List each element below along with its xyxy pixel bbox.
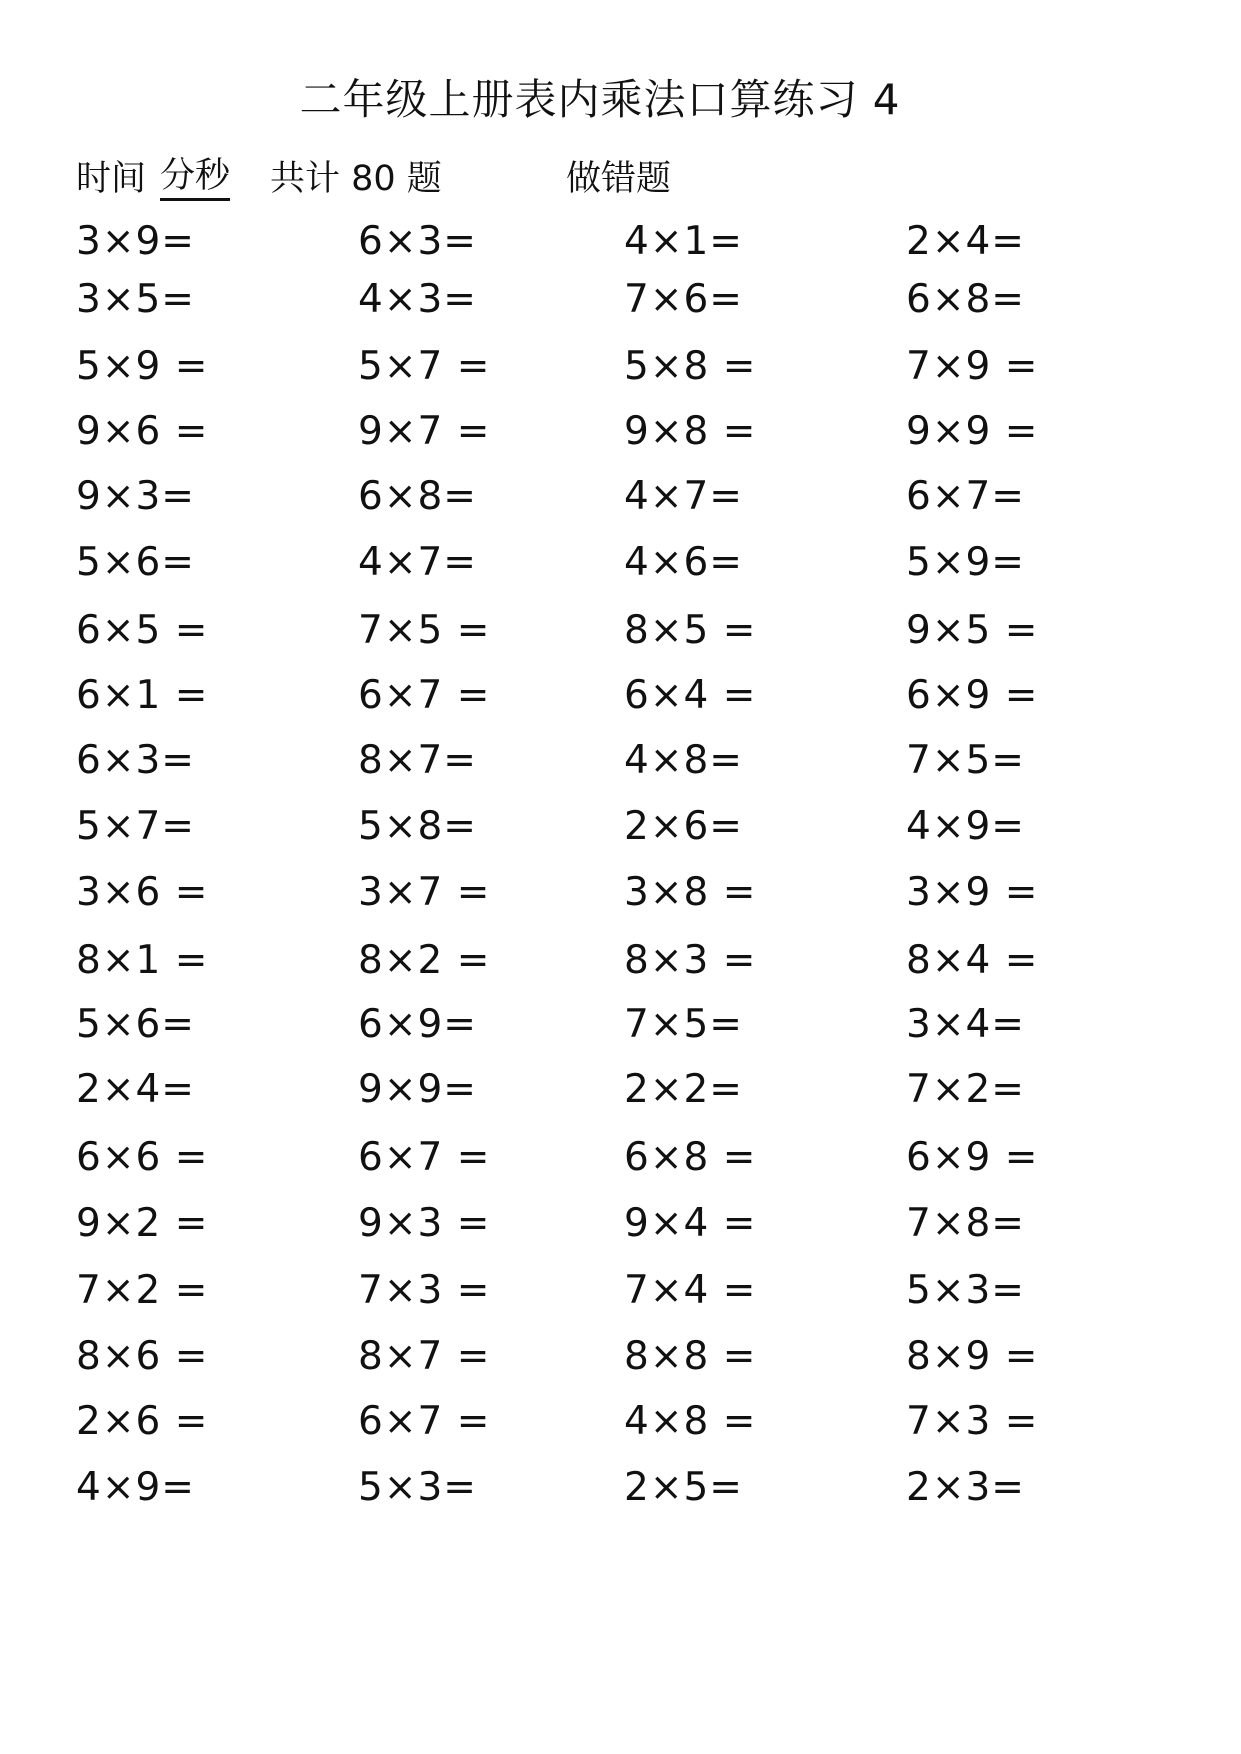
problem-item: 4×7= [358, 540, 477, 585]
problem-item: 7×3 = [358, 1268, 491, 1313]
problem-item: 7×5 = [358, 608, 491, 653]
problem-item: 9×8 = [624, 409, 757, 454]
problem-item: 9×3= [76, 474, 195, 519]
problem-item: 6×7 = [358, 673, 491, 718]
problem-item: 8×7= [358, 738, 477, 783]
problem-row [76, 402, 1156, 462]
problem-item: 3×7 = [358, 870, 491, 915]
problem-row [76, 1060, 1156, 1120]
problem-item: 3×5= [76, 277, 195, 322]
problem-item: 3×4= [906, 1002, 1025, 1047]
problem-item: 5×8 = [624, 344, 757, 389]
problem-item: 7×5= [624, 1002, 743, 1047]
problem-row [76, 1128, 1156, 1188]
problem-item: 9×2 = [76, 1201, 209, 1246]
problem-item: 9×6 = [76, 409, 209, 454]
problem-item: 7×5= [906, 738, 1025, 783]
problem-item: 7×9 = [906, 344, 1039, 389]
problem-item: 6×9= [358, 1002, 477, 1047]
problem-row [76, 1261, 1156, 1321]
total-count: 共计 80 题 [270, 159, 442, 199]
problem-item: 7×2= [906, 1067, 1025, 1112]
problem-item: 6×5 = [76, 608, 209, 653]
problem-item: 7×2 = [76, 1268, 209, 1313]
problem-row [76, 666, 1156, 726]
problem-item: 8×4 = [906, 938, 1039, 983]
problem-row [76, 270, 1156, 330]
problem-row [76, 1327, 1156, 1387]
problem-item: 6×9 = [906, 673, 1039, 718]
problem-item: 7×4 = [624, 1268, 757, 1313]
problem-item: 4×9= [76, 1465, 195, 1510]
problem-item: 4×7= [624, 474, 743, 519]
problem-row [76, 797, 1156, 857]
problem-item: 5×7 = [358, 344, 491, 389]
problem-item: 2×5= [624, 1465, 743, 1510]
problem-item: 6×6 = [76, 1135, 209, 1180]
problem-row [76, 337, 1156, 397]
problem-item: 8×6 = [76, 1334, 209, 1379]
problem-item: 6×3= [358, 219, 477, 264]
problem-item: 5×7= [76, 804, 195, 849]
problem-item: 6×8= [906, 277, 1025, 322]
problem-item: 4×1= [624, 219, 743, 264]
problem-item: 8×3 = [624, 938, 757, 983]
problem-item: 4×8 = [624, 1399, 757, 1444]
problem-item: 8×9 = [906, 1334, 1039, 1379]
problem-item: 9×3 = [358, 1201, 491, 1246]
problem-item: 8×1 = [76, 938, 209, 983]
problem-item: 6×9 = [906, 1135, 1039, 1180]
time-label: 时间 [76, 159, 147, 199]
problem-item: 7×6= [624, 277, 743, 322]
problem-row [76, 1458, 1156, 1518]
problem-item: 5×6= [76, 1002, 195, 1047]
problem-item: 5×8= [358, 804, 477, 849]
problem-row [76, 731, 1156, 791]
problem-item: 2×6 = [76, 1399, 209, 1444]
problem-item: 7×8= [906, 1201, 1025, 1246]
problem-item: 9×4 = [624, 1201, 757, 1246]
problem-row [76, 863, 1156, 923]
problem-row [76, 1392, 1156, 1452]
problem-item: 2×4= [906, 219, 1025, 264]
problem-item: 8×5 = [624, 608, 757, 653]
problem-item: 5×9= [906, 540, 1025, 585]
problem-item: 5×3= [358, 1465, 477, 1510]
problem-row [76, 995, 1156, 1055]
problem-row [76, 931, 1156, 991]
problem-row [76, 212, 1156, 272]
problem-item: 9×9 = [906, 409, 1039, 454]
problem-item: 9×5 = [906, 608, 1039, 653]
page-title: 二年级上册表内乘法口算练习 4 [299, 75, 901, 124]
problem-item: 6×4 = [624, 673, 757, 718]
problem-item: 5×3= [906, 1268, 1025, 1313]
problem-item: 4×3= [358, 277, 477, 322]
problem-item: 9×9= [358, 1067, 477, 1112]
time-units: 分秒 [160, 154, 230, 201]
problem-row [76, 601, 1156, 661]
problem-item: 5×9 = [76, 344, 209, 389]
problem-row [76, 533, 1156, 593]
problem-row [76, 1194, 1156, 1254]
problem-item: 7×3 = [906, 1399, 1039, 1444]
problem-item: 8×8 = [624, 1334, 757, 1379]
problem-item: 6×8 = [624, 1135, 757, 1180]
problem-item: 6×8= [358, 474, 477, 519]
problem-item: 8×2 = [358, 938, 491, 983]
problem-item: 6×7= [906, 474, 1025, 519]
problem-item: 2×3= [906, 1465, 1025, 1510]
problem-item: 3×6 = [76, 870, 209, 915]
problem-item: 5×6= [76, 540, 195, 585]
problem-item: 4×6= [624, 540, 743, 585]
problem-item: 6×7 = [358, 1135, 491, 1180]
problem-item: 9×7 = [358, 409, 491, 454]
problem-item: 3×8 = [624, 870, 757, 915]
problem-row [76, 467, 1156, 527]
problem-item: 3×9= [76, 219, 195, 264]
problem-item: 2×4= [76, 1067, 195, 1112]
wrong-count-label: 做错题 [566, 159, 672, 199]
problem-item: 2×2= [624, 1067, 743, 1112]
problem-item: 3×9 = [906, 870, 1039, 915]
problem-item: 6×3= [76, 738, 195, 783]
problem-item: 8×7 = [358, 1334, 491, 1379]
problem-item: 6×7 = [358, 1399, 491, 1444]
problem-item: 6×1 = [76, 673, 209, 718]
problem-item: 4×8= [624, 738, 743, 783]
problem-item: 2×6= [624, 804, 743, 849]
problem-item: 4×9= [906, 804, 1025, 849]
